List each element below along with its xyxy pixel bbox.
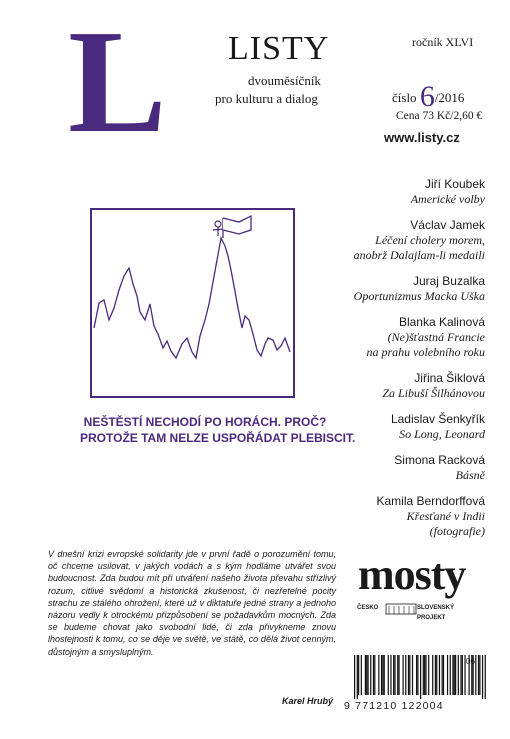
table-of-contents [340, 176, 485, 549]
masthead-logo-letter: L [68, 0, 167, 164]
barcode-bar [417, 655, 418, 695]
barcode-bar [460, 655, 461, 695]
toc-author: Juraj Buzalka [412, 274, 485, 288]
barcode-bar [397, 655, 398, 695]
barcode-bar [394, 655, 395, 695]
caption-line-2: PROTOŽE TAM NELZE USPOŘÁDAT PLEBISCIT. [80, 431, 356, 445]
barcode-bar [455, 655, 456, 695]
cartoon-caption [80, 414, 356, 446]
barcode-bar [357, 655, 358, 699]
barcode-bar [420, 655, 421, 699]
barcode-bar [374, 655, 375, 695]
issue-year: /2016 [434, 90, 465, 105]
toc-article-title: Léčení cholery morem, [375, 233, 485, 247]
barcode-bar [388, 655, 389, 695]
toc-article-title: Za Libuší Šilhánovou [382, 386, 485, 400]
mosty-project-label [357, 602, 477, 626]
toc-author: Jiřina Šiklová [414, 371, 485, 385]
barcode-bar [393, 655, 394, 695]
barcode-bar [412, 655, 413, 695]
barcode-bar [361, 655, 362, 695]
magazine-tagline: pro kulturu a dialog [215, 91, 318, 106]
barcode-bar [439, 655, 440, 695]
barcode-bar [428, 655, 429, 695]
barcode-bar [435, 655, 436, 695]
toc-item[interactable] [340, 273, 485, 304]
barcode-bar [354, 655, 355, 699]
toc-article-title: Křesťané v Indii [406, 509, 485, 523]
barcode-bar [402, 655, 403, 695]
barcode-bar [443, 655, 444, 695]
toc-article-title: Oportunizmus Macka Uška [353, 289, 485, 303]
toc-item[interactable] [340, 370, 485, 401]
mosty-bottom-word: PROJEKT [417, 615, 446, 621]
toc-article-title: Básně [455, 468, 485, 482]
flag [223, 216, 251, 234]
toc-article-title: Americké volby [410, 192, 485, 206]
toc-item[interactable] [340, 217, 485, 263]
toc-item[interactable] [340, 176, 485, 207]
barcode-bar [358, 655, 359, 695]
caption-line-1: NEŠTĚSTÍ NECHODÍ PO HORÁCH. PROČ? [83, 415, 327, 429]
barcode-bar [373, 655, 374, 695]
barcode-bar [366, 655, 367, 695]
barcode-bar [462, 655, 463, 695]
barcode-bar [479, 655, 480, 695]
issue-info [392, 80, 464, 114]
toc-article-title: (Ne)šťastná Francie [387, 330, 485, 344]
barcode-bar [365, 655, 366, 695]
toc-author: Blanka Kalinová [398, 315, 485, 329]
barcode-bar [381, 655, 382, 695]
climber-figure [213, 221, 223, 236]
toc-article-title: na prahu volebního roku [366, 345, 485, 359]
cartoon-illustration [90, 208, 295, 398]
editorial-text: V dnešní krizi evropské solidarity jde v první řadě o porozumění tomu, oč chceme usilovat, v jakých vodách a s kým hodláme utvářet svou budoucnost. Zda budou mít při utváření našeho života převahu střízlivý rozum, citlivé svědomí a historická zkušenost, či nezřetelné pocity strachu ze stálého ohrožení, které už v diktatuře jedné strany a jednoho názoru vedly k otrockému přizpůsobení se požadavkům mocných. Zda se budeme chovat jako svobodní lidé, či zda přivykneme znovu lhostejnosti k tomu, co se děje ve světě, ve státě, co dělá život cenným, důstojným a smysluplným. [48, 549, 336, 657]
toc-article-title: (fotografie) [429, 524, 485, 538]
cartoon-frame [91, 209, 294, 397]
barcode-bar [409, 655, 410, 695]
mountain-line [94, 238, 290, 358]
barcode-bar [382, 655, 383, 695]
magazine-title: LISTY [228, 30, 330, 67]
issue-number: 6 [419, 80, 435, 113]
toc-item[interactable] [340, 493, 485, 539]
barcode-bar [485, 655, 486, 699]
barcode-bar [378, 655, 379, 695]
mosty-right-word: SLOVENSKÝ [417, 605, 455, 611]
barcode-bar [425, 655, 426, 695]
toc-author: Jiří Koubek [424, 177, 485, 191]
barcode-bar [478, 655, 479, 695]
barcode-bar [423, 655, 424, 695]
website-link[interactable]: www.listy.cz [384, 130, 460, 145]
barcode-bar [436, 655, 437, 695]
magazine-subtitle: dvouměsíčník [248, 73, 321, 88]
barcode-bar [475, 655, 476, 695]
price-label: Cena 73 Kč/2,60 € [396, 110, 483, 122]
barcode-bar [482, 655, 483, 699]
barcode-bar [398, 655, 399, 695]
barcode-bar [447, 655, 448, 695]
editorial-author: Karel Hrubý [281, 696, 333, 706]
issue-label: číslo [392, 90, 417, 105]
volume-label: ročník XLVI [412, 35, 474, 49]
mosty-left-word: ČESKO [357, 605, 379, 611]
barcode-bar [370, 655, 371, 695]
barcode-addon: 06 [466, 657, 475, 666]
toc-author: Kamila Berndorffová [376, 494, 485, 508]
toc-item[interactable] [340, 411, 485, 442]
barcode-bar [458, 655, 459, 695]
toc-item[interactable] [340, 314, 485, 360]
barcode-bar [432, 655, 433, 695]
barcode-bar [405, 655, 406, 695]
barcode-bar [408, 655, 409, 695]
mosty-logo: mosty [358, 550, 466, 599]
barcode-bar [450, 655, 451, 695]
barcode-bar [454, 655, 455, 695]
barcode-bar [390, 655, 391, 695]
barcode-bar [424, 655, 425, 695]
barcode-bar [416, 655, 417, 695]
barcode-bar [367, 655, 368, 695]
toc-author: Václav Jamek [410, 218, 485, 232]
barcode-bar [442, 655, 443, 695]
barcode-number: 9 771210 122004 [344, 700, 444, 712]
toc-item[interactable] [340, 452, 485, 483]
toc-article-title: anobrž Dalajlam-li medaili [353, 248, 485, 262]
toc-author: Ladislav Šenkyřík [390, 412, 485, 426]
toc-article-title: So Long, Leonard [399, 427, 485, 441]
toc-author: Simona Racková [394, 453, 485, 467]
barcode-bar [452, 655, 453, 695]
barcode-bar [384, 655, 385, 695]
